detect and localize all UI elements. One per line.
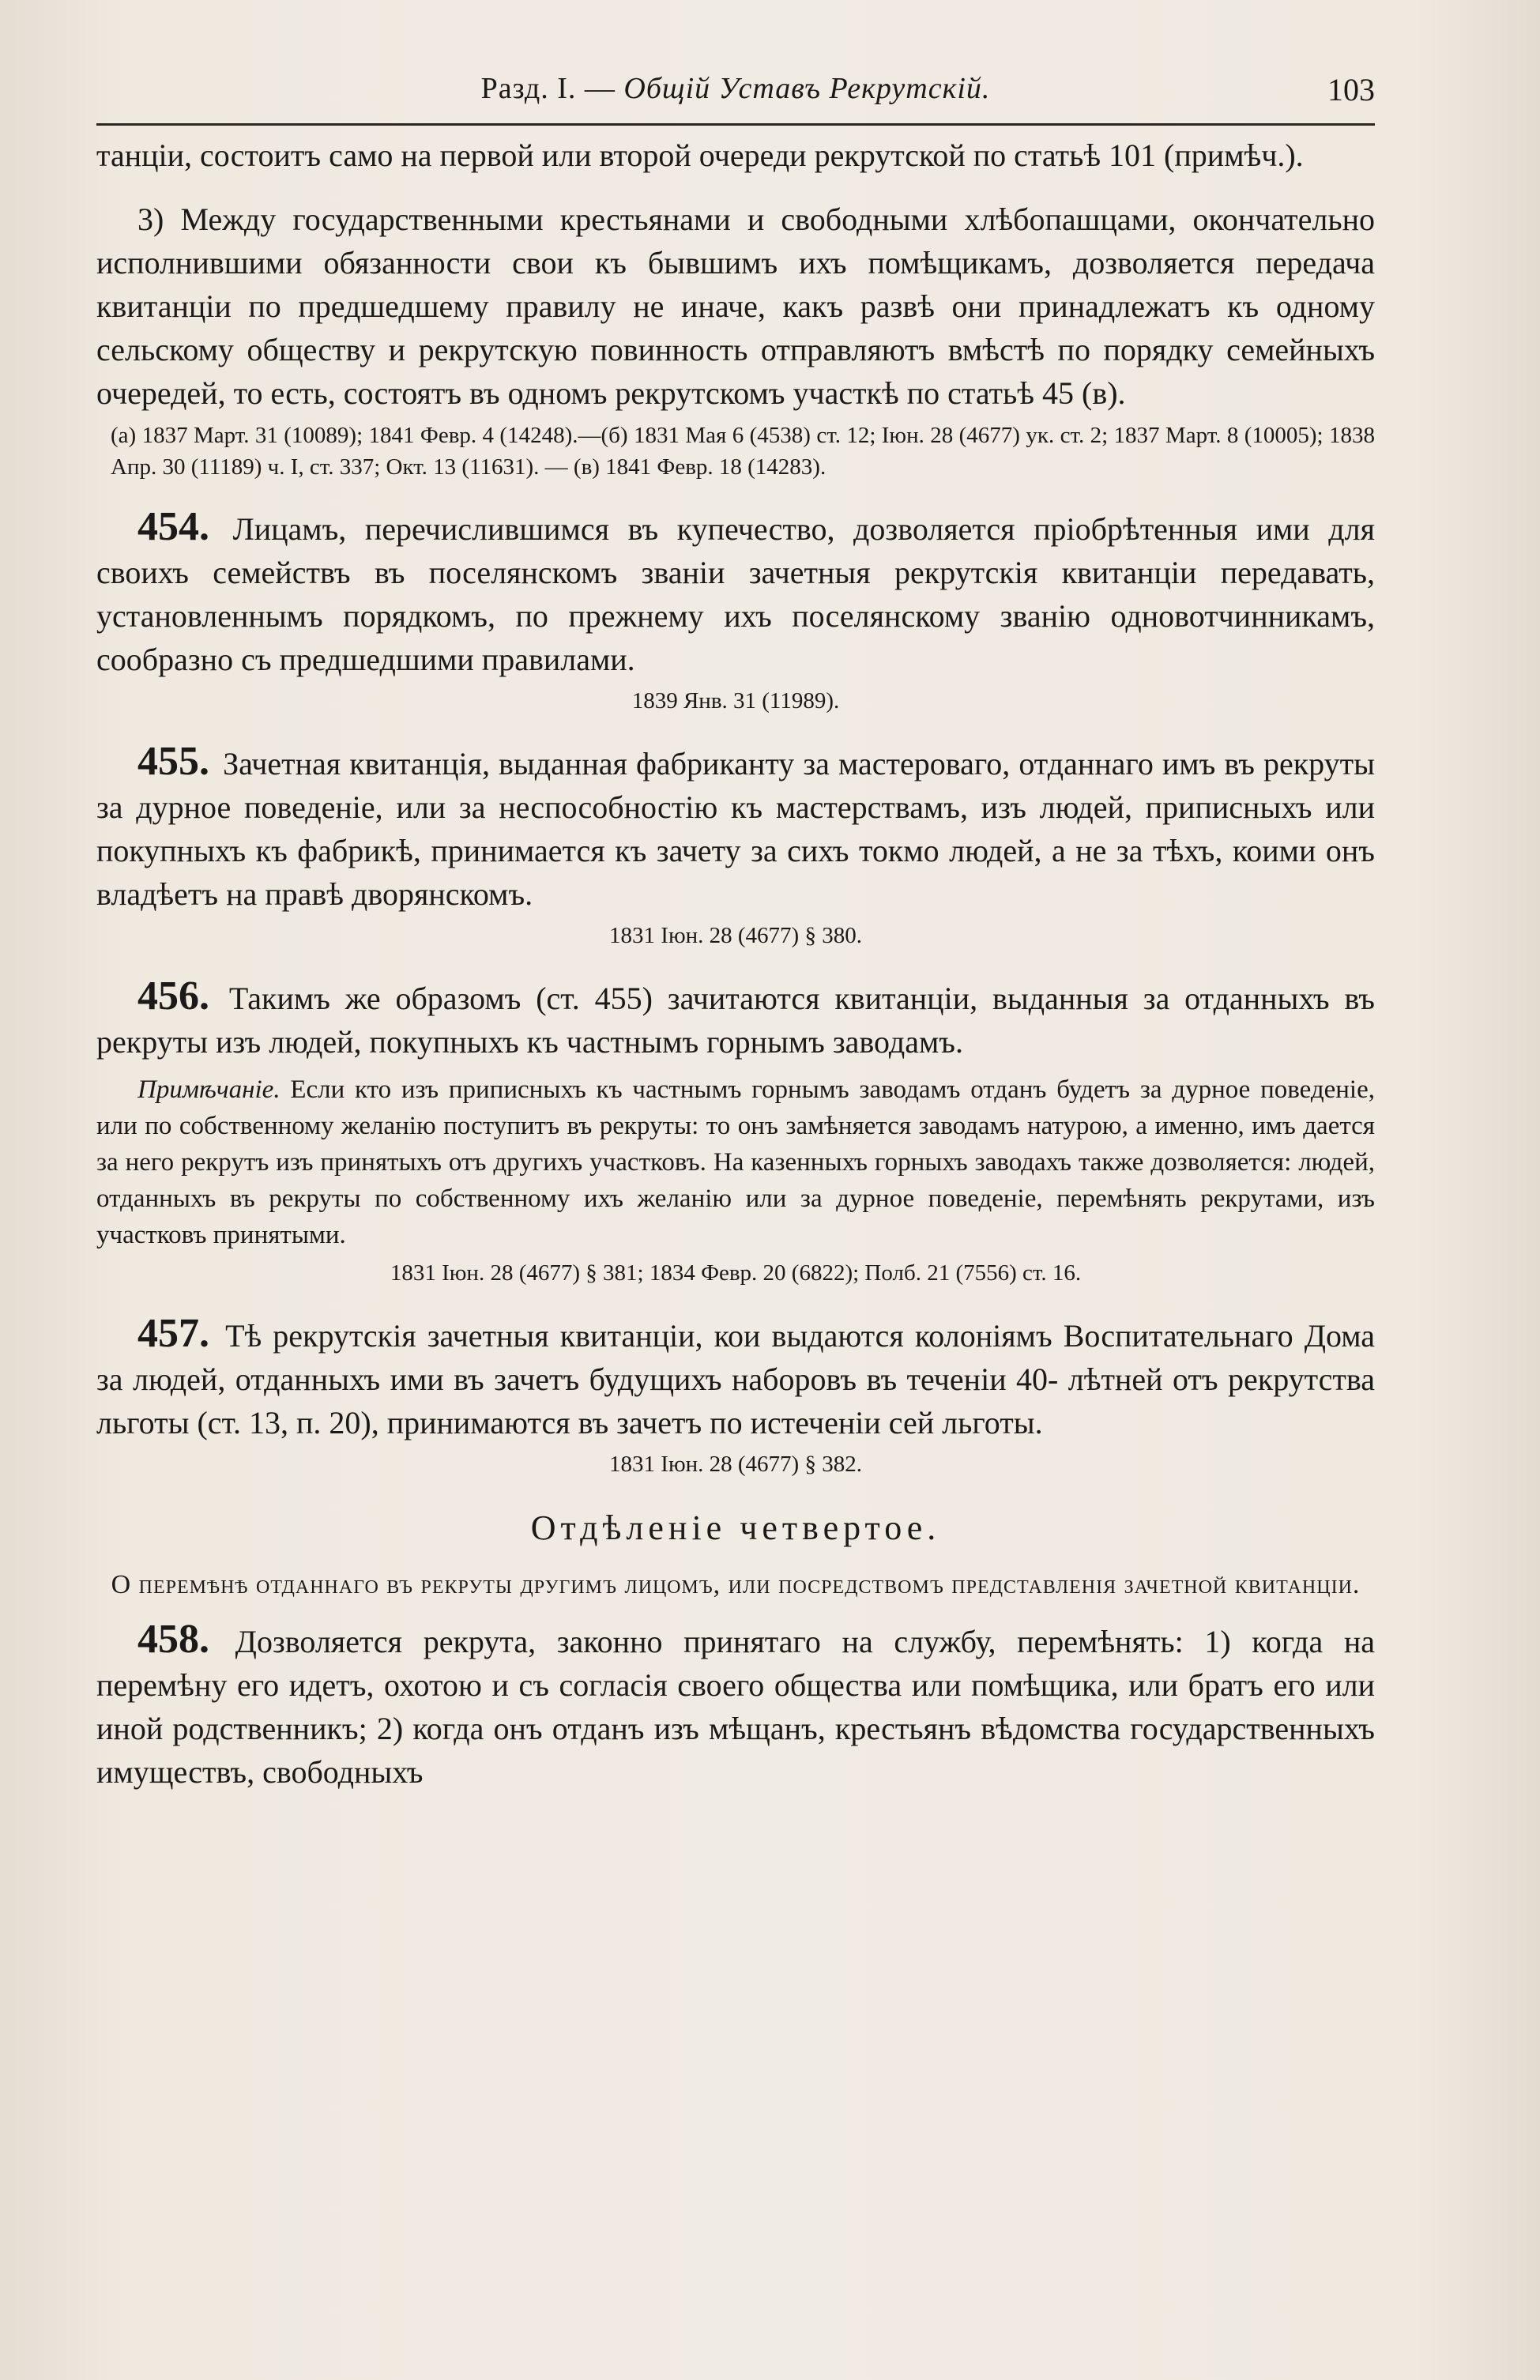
page-content [96,66,1375,1794]
citation-456: 1831 Іюн. 28 (4677) § 381; 1834 Февр. 20 (6822); Полб. 21 (7556) ст. 16. [390,1260,1082,1286]
article-number: 457. [137,1311,209,1356]
citation-454: 1839 Янв. 31 (11989). [631,688,840,714]
article-text: Тѣ рекрутскія зачетныя квитанціи, кои выдаются колоніямъ Воспитательнаго Дома за людей, отданныхъ ими въ зачетъ будущихъ наборовъ въ теченіи 40- лѣтней отъ рекрутства льготы (ст. 13, п. 20), принимаются въ зачетъ по истеченіи сей льготы. [96,1318,1376,1440]
article-457 [96,1312,1375,1444]
header-rule [96,123,1375,126]
article-number: 456. [137,973,209,1019]
article-text: Лицамъ, перечислившимся въ купечество, дозволяется пріобрѣтенныя ими для своихъ семействъ въ поселянскомъ званіи зачетныя рекрутскія квитанціи передавать, установленнымъ порядкомъ, по прежнему ихъ поселянскому званію одновотчинникамъ, сообразно съ предшедшими правилами. [96,511,1376,677]
section-label: Разд. I. — [480,72,616,105]
section-heading: Отдѣленіе четвертое. [530,1508,941,1547]
running-header [96,66,1375,122]
article-text: Такимъ же образомъ (ст. 455) зачитаются квитанціи, выданныя за отданныхъ въ рекруты изъ людей, покупныхъ къ частнымъ горнымъ заводамъ. [96,981,1375,1060]
note-label: Примѣчаніе. [137,1075,281,1104]
section-subheading: О перемѣнѣ отданнаго въ рекруты другимъ лицомъ, или посредствомъ представленія зачетной квитанціи. [111,1570,1361,1599]
article-456 [96,974,1375,1064]
citation-457: 1831 Іюн. 28 (4677) § 382. [609,1452,862,1477]
article-455 [96,740,1375,916]
article-458 [96,1617,1375,1794]
article-text: Зачетная квитанція, выданная фабриканту за мастероваго, отданнаго имъ въ рекруты за дурное поведеніе, или за неспособностію къ мастерствамъ, изъ людей, приписныхъ или покупныхъ къ фабрикѣ, принимается къ зачету за сихъ токмо людей, а не за тѣхъ, коими онъ владѣетъ на правѣ дворянскомъ. [96,746,1376,912]
article-text: Дозволяется рекрута, законно принятаго на службу, перемѣнять: 1) когда на перемѣну его идетъ, охотою и съ согласія своего общества или помѣщика, или братъ его или иной родственникъ; 2) когда онъ отданъ изъ мѣщанъ, крестьянъ вѣдомства государственныхъ имуществъ, свободныхъ [96,1624,1376,1790]
citation-item-3: (а) 1837 Март. 31 (10089); 1841 Февр. 4 (14248).—(б) 1831 Мая 6 (4538) ст. 12; Іюн. 28 (4677) ук. ст. 2; 1837 Март. 8 (10005); 1838 Апр. 30 (11189) ч. I, ст. 337; Окт. 13 (11631). — (в) 1841 Февр. 18 (14283). [111,423,1375,480]
citation-455: 1831 Іюн. 28 (4677) § 380. [609,923,862,948]
section-title-italic: Общій Уставъ Рекрутскій. [623,72,991,105]
note-text: Если кто изъ приписныхъ къ частнымъ горнымъ заводамъ отданъ будетъ за дурное поведеніе, или по собственному желанію поступитъ въ рекруты: то онъ замѣняется заводамъ натурою, а именно, имъ дается за него рекрутъ изъ принятыхъ отъ другихъ участковъ. На казенныхъ горныхъ заводахъ также дозволяется: людей, отданныхъ въ рекруты по собственному ихъ желанію или за дурное поведеніе, перемѣнять рекрутами, изъ участковъ принятыми. [96,1075,1375,1249]
article-454 [96,505,1375,681]
article-number: 458. [137,1617,209,1662]
article-number: 455. [137,739,209,784]
note-456 [96,1071,1375,1253]
paragraph-item-3: 3) Между государственными крестьянами и свободными хлѣбопашцами, окончательно исполнившими обязанности свои къ бывшимъ ихъ помѣщикамъ, дозволяется передача квитанціи по предшедшему правилу не иначе, какъ развѣ они принадлежатъ къ одному сельскому обществу и рекрутскую повинность отправляютъ вмѣстѣ по порядку семейныхъ очередей, то есть, состоятъ въ одномъ рекрутскомъ участкѣ по статьѣ 45 (в). [96,201,1375,411]
continued-paragraph: танціи, состоитъ само на первой или второй очереди рекрутской по статьѣ 101 (примѣч.). [96,137,1304,173]
running-title [96,71,1375,106]
page-number: 103 [1327,72,1375,107]
article-number: 454. [137,504,209,549]
